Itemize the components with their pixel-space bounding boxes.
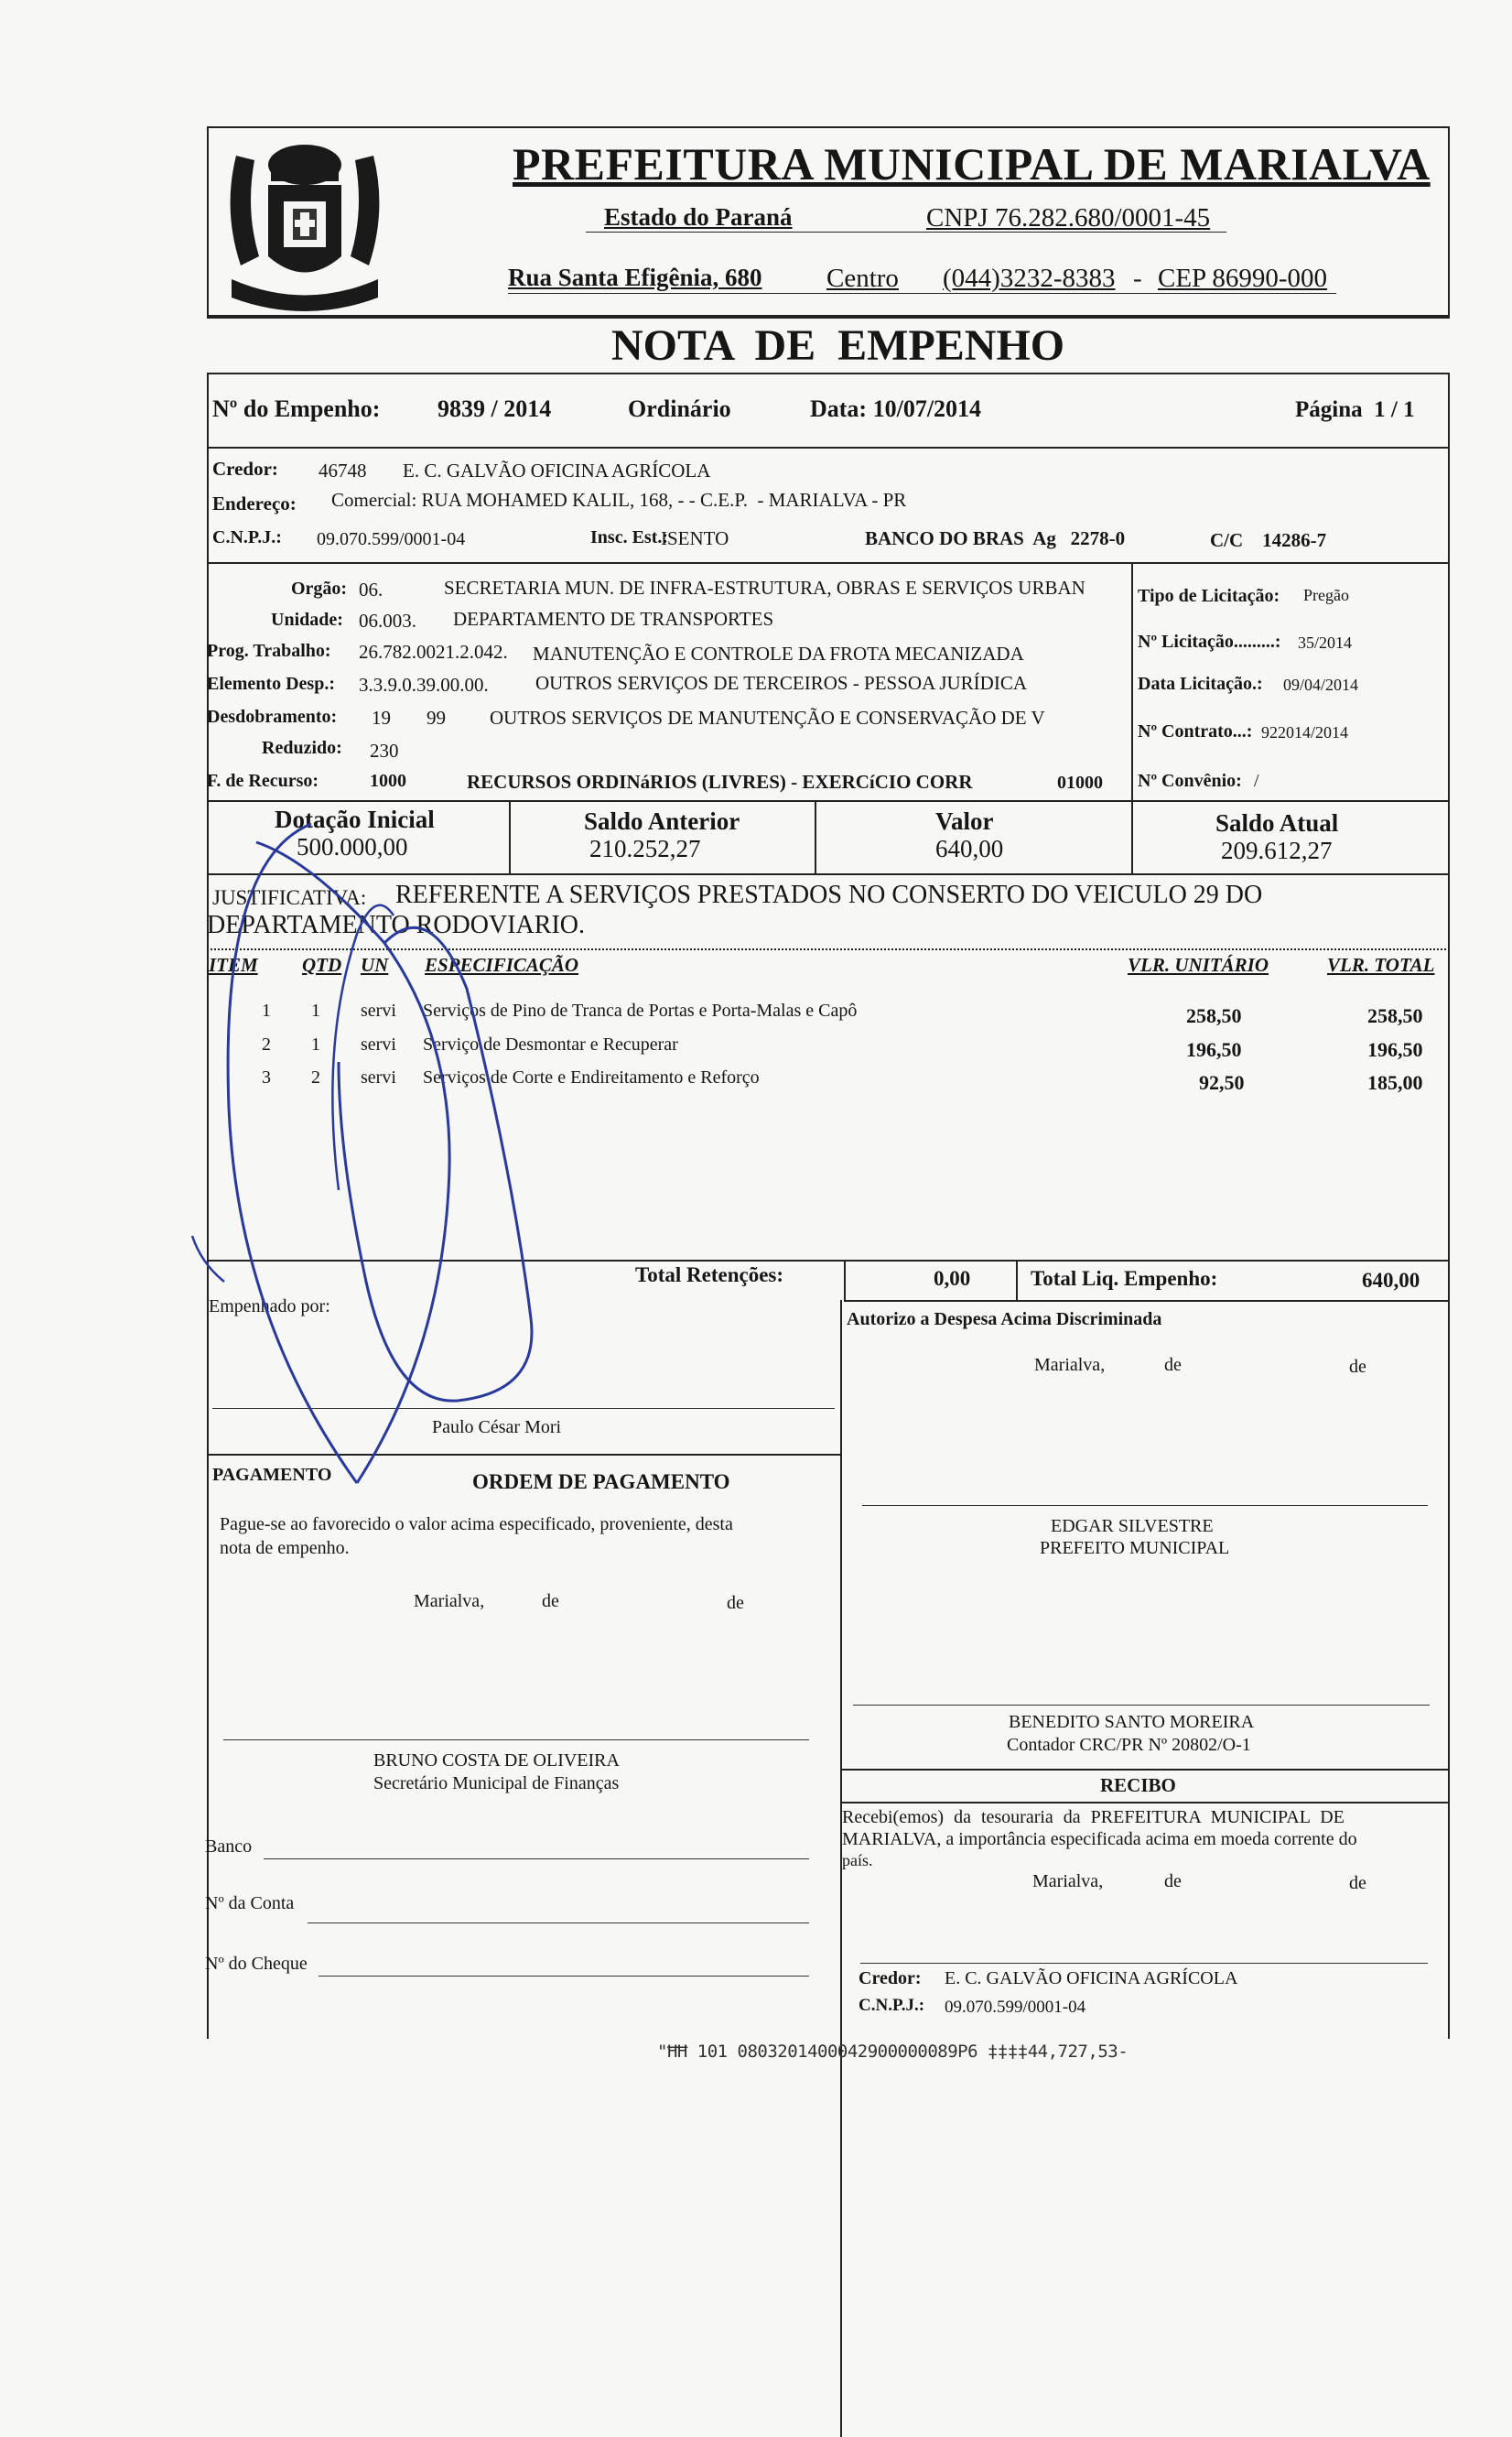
elemento-code: 3.3.9.0.39.00.00.	[359, 674, 489, 696]
fonte-code-2: 01000	[1057, 773, 1103, 793]
header-cnpj: CNPJ 76.282.680/0001-45	[926, 203, 1211, 233]
row3-un: servi	[361, 1067, 396, 1088]
data-licitacao: 09/04/2014	[1283, 676, 1359, 694]
pagamento-de-2: de	[727, 1593, 744, 1613]
recibo-de-1: de	[1164, 1871, 1182, 1891]
justificativa-line1: REFERENTE A SERVIÇOS PRESTADOS NO CONSERTO DO VEICULO 29 DO	[395, 881, 1263, 909]
cc-info: C/C 14286-7	[1210, 529, 1327, 551]
autorizo-text: Autorizo a Despesa Acima Discriminada	[847, 1309, 1162, 1329]
prefeito-title: PREFEITO MUNICIPAL	[1040, 1538, 1230, 1558]
num-licitacao-label: Nº Licitação.........:	[1138, 632, 1281, 652]
col-item: ITEM	[209, 954, 258, 976]
recibo-line1: Recebi(emos) da tesouraria da PREFEITURA MUNICIPAL DE	[842, 1807, 1345, 1827]
banco-label: Banco	[205, 1836, 253, 1857]
row3-qtd: 2	[311, 1067, 320, 1088]
row1-unit: 258,50	[1186, 1004, 1242, 1027]
row2-qtd: 1	[311, 1034, 320, 1055]
dotacao-value: 500.000,00	[297, 833, 408, 861]
row2-un: servi	[361, 1034, 396, 1055]
fonte-label: F. de Recurso:	[207, 771, 319, 791]
saldo-anterior: 210.252,27	[589, 835, 701, 862]
row2-item: 2	[262, 1034, 271, 1055]
empenhado-label: Empenhado por:	[209, 1296, 330, 1316]
pagamento-city: Marialva,	[414, 1591, 485, 1611]
row2-total: 196,50	[1367, 1038, 1423, 1061]
state-name: Estado do Paraná	[604, 203, 793, 231]
fonte-code: 1000	[370, 771, 406, 791]
empenho-number-label: Nº do Empenho:	[212, 395, 381, 422]
row3-total: 185,00	[1367, 1071, 1423, 1094]
credor-name: E. C. GALVÃO OFICINA AGRÍCOLA	[403, 460, 711, 482]
pagamento-de-1: de	[542, 1591, 559, 1611]
document-title: NOTA DE EMPENHO	[611, 321, 1065, 370]
district: Centro	[826, 264, 899, 293]
elemento-label: Elemento Desp.:	[207, 674, 335, 694]
autorizo-de-2: de	[1349, 1357, 1366, 1377]
col-vlr-unitario: VLR. UNITÁRIO	[1128, 954, 1269, 976]
empenhado-name: Paulo César Mori	[432, 1417, 562, 1437]
prog-name: MANUTENÇÃO E CONTROLE DA FROTA MECANIZADA	[533, 643, 1024, 665]
bank-stamp: "ĦĦ 101 0803201400042900000089P6 ‡‡‡‡44,727,53-	[657, 2042, 1129, 2062]
conta-label: Nº da Conta	[205, 1893, 295, 1913]
empenho-number: 9839 / 2014	[437, 395, 552, 422]
tipo-licitacao: Pregão	[1303, 586, 1349, 604]
recibo-cnpj: 09.070.599/0001-04	[945, 1998, 1086, 2017]
prog-label: Prog. Trabalho:	[207, 641, 331, 661]
col-un: UN	[361, 954, 389, 976]
convenio: /	[1254, 771, 1259, 791]
recibo-title: RECIBO	[1100, 1774, 1176, 1796]
page-title: PREFEITURA MUNICIPAL DE MARIALVA	[513, 138, 1431, 190]
empenho-type: Ordinário	[628, 395, 731, 422]
row1-un: servi	[361, 1001, 396, 1021]
elemento-name: OUTROS SERVIÇOS DE TERCEIROS - PESSOA JURÍDICA	[535, 672, 1028, 694]
autorizo-de-1: de	[1164, 1355, 1182, 1375]
convenio-label: Nº Convênio:	[1138, 771, 1242, 791]
contador-title: Contador CRC/PR Nº 20802/O-1	[1007, 1735, 1251, 1755]
credor-code: 46748	[319, 460, 367, 482]
credor-cnpj-label: C.N.P.J.:	[212, 527, 282, 547]
retencoes-value: 0,00	[934, 1267, 971, 1290]
num-licitacao: 35/2014	[1298, 634, 1353, 652]
secretario-name: BRUNO COSTA DE OLIVEIRA	[373, 1750, 620, 1771]
retencoes-label: Total Retenções:	[635, 1263, 784, 1286]
contador-name: BENEDITO SANTO MOREIRA	[1009, 1712, 1255, 1732]
row1-desc: Serviços de Pino de Tranca de Portas e Porta-Malas e Capô	[423, 1001, 858, 1021]
recibo-credor: E. C. GALVÃO OFICINA AGRÍCOLA	[945, 1968, 1238, 1988]
unidade-name: DEPARTAMENTO DE TRANSPORTES	[453, 608, 774, 630]
orgao-label: Orgão:	[291, 579, 348, 599]
data-licitacao-label: Data Licitação.:	[1138, 674, 1263, 694]
col-especificacao: ESPECIFICAÇÃO	[425, 954, 579, 976]
contrato: 922014/2014	[1261, 723, 1349, 742]
recibo-credor-label: Credor:	[859, 1968, 922, 1988]
col-qtd: QTD	[302, 954, 342, 976]
bank-info: BANCO DO BRAS Ag 2278-0	[865, 527, 1126, 549]
contrato-label: Nº Contrato...:	[1138, 721, 1253, 742]
row3-unit: 92,50	[1199, 1071, 1245, 1094]
pague-line1: Pague-se ao favorecido o valor acima especificado, proveniente, desta	[220, 1514, 733, 1534]
cheque-label: Nº do Cheque	[205, 1954, 308, 1974]
recibo-cnpj-label: C.N.P.J.:	[859, 1996, 925, 2015]
secretario-title: Secretário Municipal de Finanças	[373, 1773, 620, 1793]
phone: (044)3232-8383	[943, 264, 1116, 293]
desdobramento-a: 19	[372, 707, 391, 729]
saldo-atual-label: Saldo Atual	[1215, 809, 1339, 837]
recibo-line2: MARIALVA, a importância especificada acima em moeda corrente do	[842, 1829, 1357, 1849]
saldo-anterior-label: Saldo Anterior	[584, 807, 740, 835]
valor-value: 640,00	[935, 835, 1004, 862]
street-address: Rua Santa Efigênia, 680	[508, 264, 762, 291]
row1-item: 1	[262, 1001, 271, 1021]
valor-label: Valor	[935, 807, 994, 835]
tipo-licitacao-label: Tipo de Licitação:	[1138, 586, 1280, 606]
recibo-de-2: de	[1349, 1873, 1366, 1893]
autorizo-city: Marialva,	[1034, 1355, 1106, 1375]
coat-of-arms-icon	[218, 128, 392, 325]
desdobramento-label: Desdobramento:	[207, 707, 338, 727]
reduzido-value: 230	[370, 740, 399, 762]
row2-unit: 196,50	[1186, 1038, 1242, 1061]
ordem-pagamento: ORDEM DE PAGAMENTO	[472, 1470, 730, 1493]
col-vlr-total: VLR. TOTAL	[1327, 954, 1435, 976]
fonte-name: RECURSOS ORDINáRIOS (LIVRES) - EXERCíCIO CORR	[467, 771, 973, 793]
credor-cnpj: 09.070.599/0001-04	[317, 529, 466, 549]
prog-code: 26.782.0021.2.042.	[359, 641, 508, 663]
pague-line2: nota de empenho.	[220, 1538, 350, 1558]
credor-address: Comercial: RUA MOHAMED KALIL, 168, - - C.E.P. - MARIALVA - PR	[331, 489, 907, 511]
row3-desc: Serviços de Corte e Endireitamento e Reforço	[423, 1067, 760, 1088]
separator: -	[1133, 264, 1142, 293]
insc-label: Insc. Est.:	[590, 527, 669, 547]
desdobramento-name: OUTROS SERVIÇOS DE MANUTENÇÃO E CONSERVAÇÃO DE V	[490, 707, 1045, 729]
justificativa-line2: DEPARTAMENTO RODOVIARIO.	[207, 911, 585, 939]
liq-empenho-label: Total Liq. Empenho:	[1031, 1267, 1218, 1290]
recibo-line3: país.	[842, 1851, 873, 1869]
pagamento-label: PAGAMENTO	[212, 1465, 332, 1485]
cep: CEP 86990-000	[1158, 264, 1328, 293]
row3-item: 3	[262, 1067, 271, 1088]
row1-qtd: 1	[311, 1001, 320, 1021]
orgao-code: 06.	[359, 579, 383, 601]
reduzido-label: Reduzido:	[262, 738, 342, 758]
saldo-atual: 209.612,27	[1221, 837, 1333, 864]
empenho-date: Data: 10/07/2014	[810, 395, 982, 422]
orgao-name: SECRETARIA MUN. DE INFRA-ESTRUTURA, OBRAS E SERVIÇOS URBAN	[444, 577, 1085, 599]
prefeito-name: EDGAR SILVESTRE	[1051, 1516, 1214, 1536]
row1-total: 258,50	[1367, 1004, 1423, 1027]
handwritten-signature	[183, 806, 641, 1501]
credor-label: Credor:	[212, 458, 278, 480]
justificativa-label: JUSTIFICATIVA:	[212, 886, 367, 909]
liq-empenho-value: 640,00	[1362, 1269, 1420, 1292]
row2-desc: Serviço de Desmontar e Recuperar	[423, 1034, 678, 1055]
page-number: Página 1 / 1	[1295, 397, 1415, 422]
insc-value: ISENTO	[661, 527, 729, 549]
desdobramento-b: 99	[427, 707, 446, 729]
address-label: Endereço:	[212, 493, 297, 514]
dotacao-label: Dotação Inicial	[275, 806, 435, 833]
recibo-city: Marialva,	[1032, 1871, 1104, 1891]
unidade-label: Unidade:	[271, 610, 343, 630]
unidade-code: 06.003.	[359, 610, 416, 632]
